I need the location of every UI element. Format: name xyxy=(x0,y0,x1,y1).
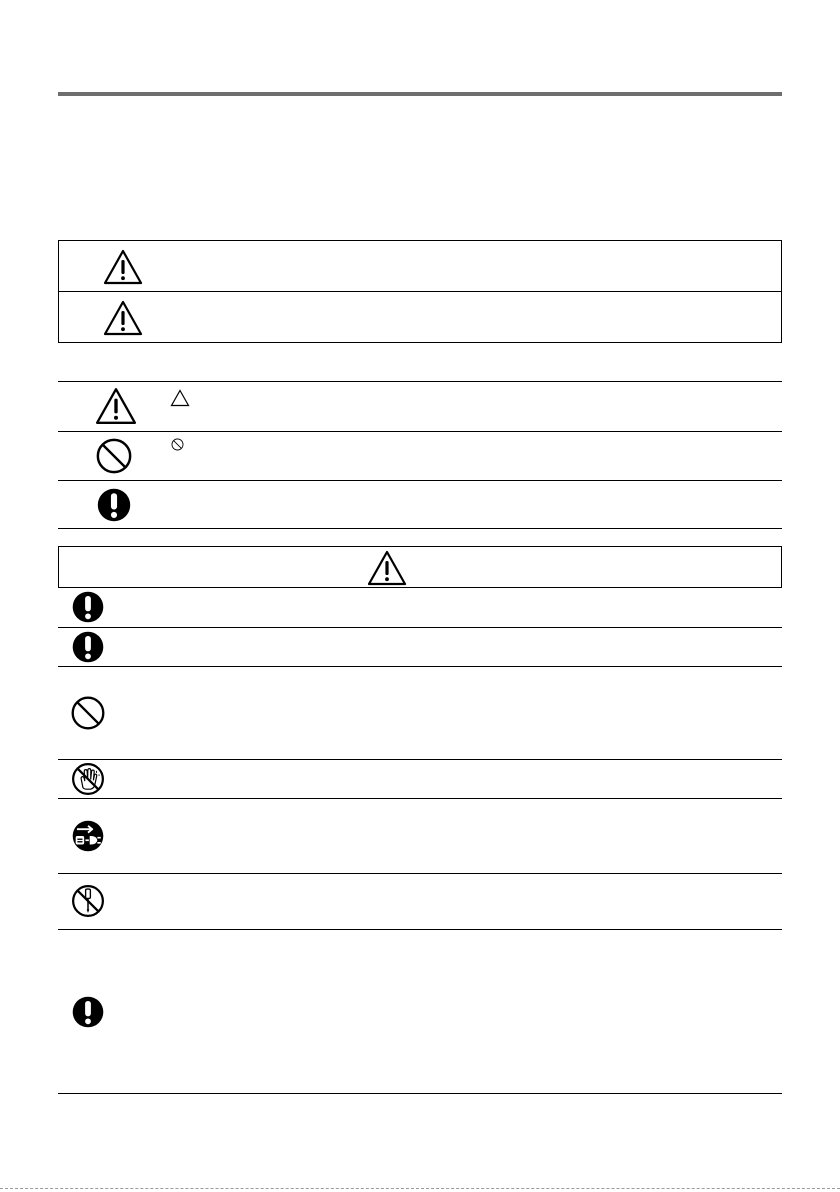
page-edge xyxy=(0,1188,840,1189)
mandatory-action-icon xyxy=(71,590,105,624)
do-not-touch-wet-hands-icon xyxy=(71,762,105,796)
mandatory-action-icon xyxy=(96,487,132,523)
legend-top-rule xyxy=(58,381,782,382)
warning-row-divider xyxy=(58,666,782,667)
legend-row-divider xyxy=(58,480,782,481)
top-rule xyxy=(58,92,782,96)
do-not-disassemble-icon xyxy=(71,884,105,918)
warning-triangle-icon xyxy=(103,249,143,285)
small-triangle-icon xyxy=(170,389,190,407)
warning-row-divider xyxy=(58,759,782,760)
warning-triangle-icon xyxy=(103,300,143,336)
warning-triangle-icon xyxy=(95,387,137,425)
warning-triangle-icon xyxy=(367,550,407,586)
small-prohibition-icon xyxy=(171,438,184,451)
warning-bottom-rule xyxy=(58,1093,782,1094)
warning-row-divider xyxy=(58,627,782,628)
legend-bottom-rule xyxy=(58,528,782,529)
mandatory-action-icon xyxy=(71,630,105,664)
warning-header-box xyxy=(58,546,782,588)
signal-word-divider xyxy=(58,291,782,292)
signal-word-icon-column-rule xyxy=(58,240,59,241)
warning-row-divider xyxy=(58,873,782,874)
unplug-icon xyxy=(71,819,105,853)
warning-row-divider xyxy=(58,929,782,930)
prohibition-icon xyxy=(95,437,133,475)
mandatory-action-icon xyxy=(71,995,105,1029)
warning-row-divider xyxy=(58,798,782,799)
legend-row-divider xyxy=(58,431,782,432)
prohibition-icon xyxy=(70,695,106,731)
